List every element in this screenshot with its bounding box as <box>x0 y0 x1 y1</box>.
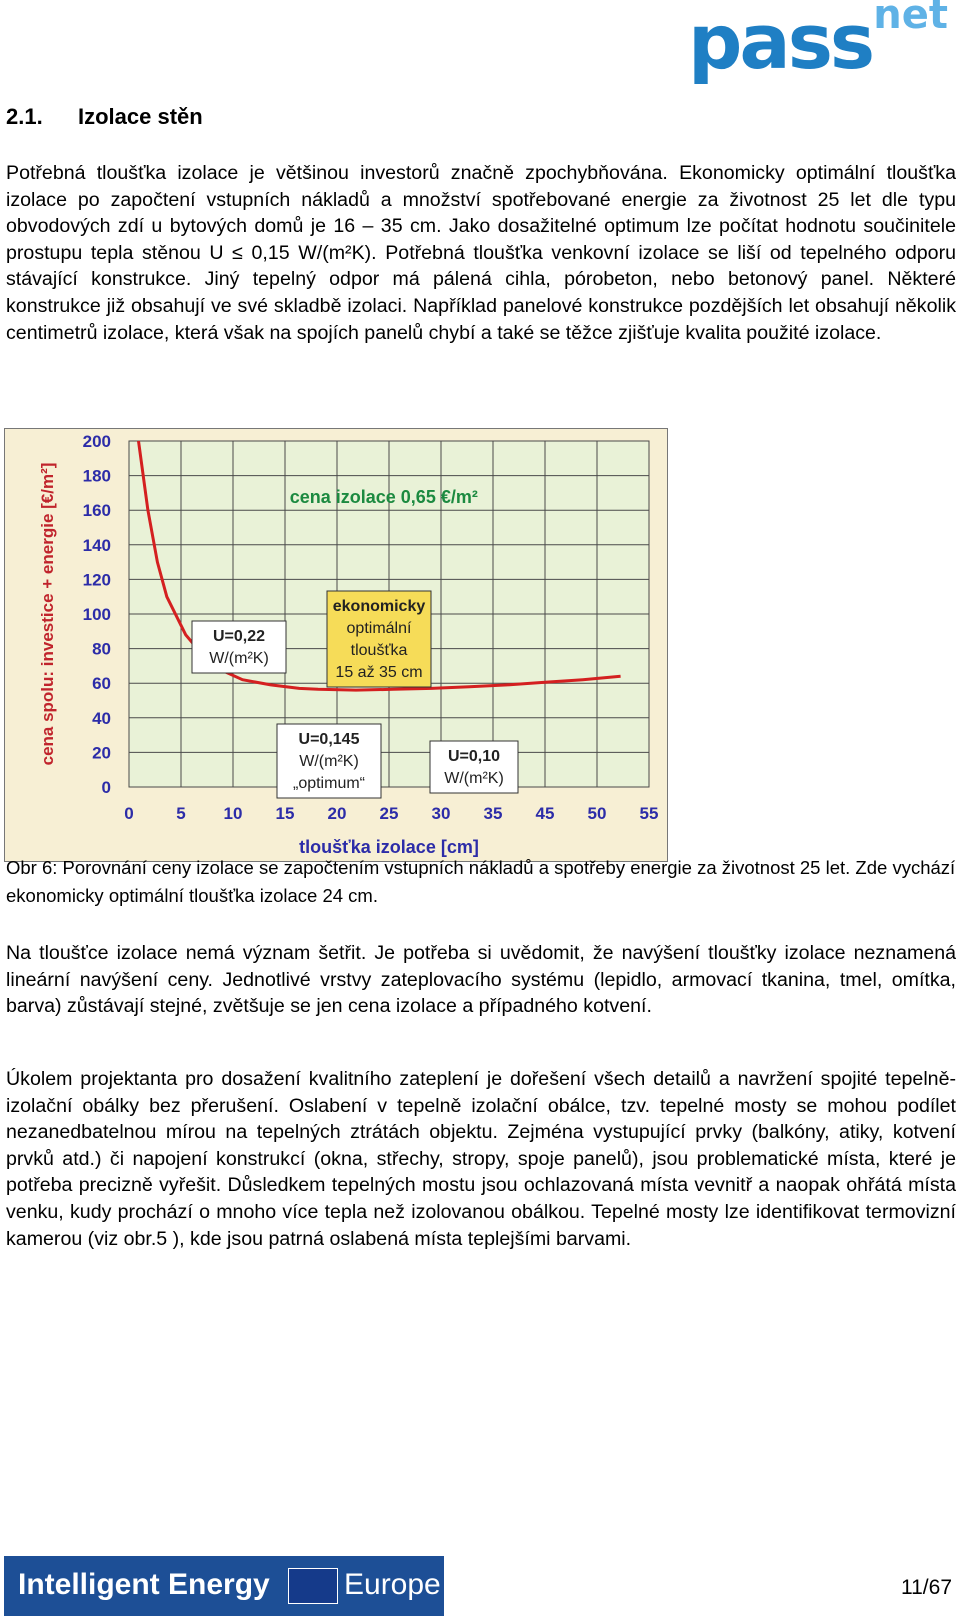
annotation-text: U=0,10 <box>447 748 501 765</box>
x-tick-label: 55 <box>639 804 659 823</box>
x-tick-label: 50 <box>587 804 607 823</box>
annotation-text: optimální <box>346 620 412 637</box>
annotation-text: U=0,22 <box>212 628 266 645</box>
paragraph-1: Potřebná tloušťka izolace je většinou investorů značně zpochybňována. Ekonomicky optimální tloušťka izolace po započtení vstupních nákladů a množství spotřebované energie za životnost 25 let dle typu obvodových zdí u bytových domů je 16 – 35 cm. Jako dosažitelné optimum lze počítat hodnotu součinitele prostupu tepla stěnou U ≤ 0,15 W/(m²K). Potřebná tloušťka venkovní izolace se liší od tepelného odporu stávající konstrukce. Jiný tepelný odpor má pálená cihla, pórobeton, nebo betonový panel. Některé konstrukce již obsahují ve své skladbě izolaci. Například panelové konstrukce pozdějších let obsahují několik centimetrů izolace, která však na spojích panelů chybí a také se těžce zjišťuje kvalita použité izolace. <box>6 162 956 344</box>
annotation-text: W/(m²K) <box>299 753 359 770</box>
y-tick-label: 100 <box>82 605 111 624</box>
x-tick-label: 5 <box>176 804 186 823</box>
annotation-text: W/(m²K) <box>209 650 269 667</box>
x-tick-label: 45 <box>535 804 555 823</box>
x-tick-label: 25 <box>379 804 399 823</box>
section-title: Izolace stěn <box>78 104 203 129</box>
insulation-cost-chart <box>4 428 668 862</box>
y-tick-label: 0 <box>101 778 111 797</box>
logo-main: pass <box>688 0 873 86</box>
passnet-logo <box>688 0 948 86</box>
annotation-text: W/(m²K) <box>444 770 504 787</box>
annotation-text: U=0,145 <box>298 731 360 748</box>
x-tick-label: 20 <box>327 804 347 823</box>
x-tick-label: 10 <box>223 804 243 823</box>
annotation-text: tloušťka <box>350 642 408 659</box>
x-tick-label: 30 <box>431 804 451 823</box>
y-tick-label: 60 <box>92 674 111 694</box>
y-tick-label: 140 <box>82 535 111 555</box>
figure-caption: Obr 6: Porovnání ceny izolace se započtením vstupních nákladů a spotřeby energie za životnost 25 let. Zde vychází ekonomicky optimální tloušťka izolace 24 cm. <box>6 857 956 906</box>
y-tick-label: 180 <box>82 466 111 486</box>
annotation-text: „optimum“ <box>292 775 366 792</box>
y-tick-label: 160 <box>82 501 111 521</box>
section-heading <box>6 104 203 130</box>
y-axis-label: cena spolu: investice + energie [€/m²] <box>38 462 57 766</box>
eu-flag-icon <box>288 1568 338 1604</box>
x-tick-label: 0 <box>124 804 134 823</box>
x-tick-label: 35 <box>483 804 503 823</box>
footer-brand-band <box>4 1556 444 1616</box>
y-tick-label: 80 <box>92 639 111 659</box>
x-axis-label: tloušťka izolace [cm] <box>299 837 479 857</box>
footer-brand-right: Europe <box>344 1568 441 1601</box>
x-tick-label: 15 <box>275 804 295 823</box>
paragraph-2: Na tloušťce izolace nemá význam šetřit. Je potřeba si uvědomit, že navýšení tloušťky izolace neznamená lineární navýšení ceny. Jednotlivé vrstvy zateplovacího systému (lepidlo, armovací tkanina, tmel, omítka, barva) zůstávají stejné, zvětšuje se jen cena izolace a případného kotvení. <box>6 942 956 1018</box>
y-tick-label: 40 <box>92 708 111 728</box>
y-tick-label: 120 <box>82 570 111 590</box>
section-number: 2.1. <box>6 104 43 129</box>
y-tick-label: 200 <box>82 432 111 451</box>
paragraph-3: Úkolem projektanta pro dosažení kvalitního zateplení je dořešení všech detailů a navržení spojité tepelně-izolační obálky bez přerušení. Oslabení v tepelně izolační obálce, tzv. tepelné mosty se mohou podílet nezanedbatelnou mírou na tepelných ztrátách objektu. Zejména vystupující prvky (balkóny, atiky, kotvení prvků atd.) či napojení konstrukcí (okna, střechy, stropy, spoje panelů), jsou problematické místa, které je potřeba precizně vyřešit. Důsledkem tepelných mostu jsou ochlazovaná místa vevnitř a naopak ohřátá místa venku, kudy prochází o mnoho více tepla než izolovanou obálkou. Tepelné mosty lze identifikovat termovizní kamerou (viz obr.5 ), kde jsou patrná oslabená místa teplejšími barvami. <box>6 1068 956 1250</box>
annotation-text: 15 až 35 cm <box>335 664 423 681</box>
footer-brand-left: Intelligent Energy <box>18 1568 270 1601</box>
logo-sup: net <box>873 0 948 38</box>
annotation-text: ekonomicky <box>332 598 426 615</box>
chart-canvas <box>5 429 667 861</box>
chart-title: cena izolace 0,65 €/m² <box>289 487 478 507</box>
page-number: 11/67 <box>901 1576 952 1599</box>
y-tick-label: 20 <box>92 743 111 763</box>
